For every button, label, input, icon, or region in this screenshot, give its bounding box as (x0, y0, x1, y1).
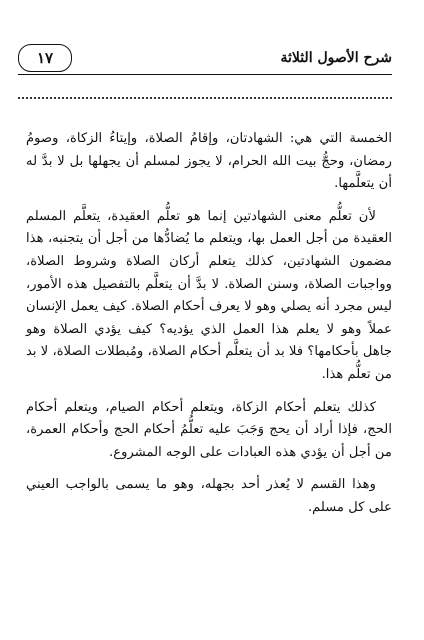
page-header (18, 44, 392, 74)
paragraph: لأن تعلُّم معنى الشهادتين إنما هو تعلُّم العقيدة، يتعلَّم المسلم العقيدة من أجل العمل بها، ويتعلم ما يُضادُّها من أجل أن يتجنبه، هذا مضمون الشهادتين، كذلك يتعلم أركان الصلاة وشروط الصلاة، وواجبات الصلاة، وسنن الصلاة. لا بدَّ أن يتعلَّم بالتفصيل هذه الأمور، ليس مجرد أنه يصلي وهو لا يعرف أحكام الصلاة. كيف يعمل الإنسان عملاً وهو لا يعلم هذا العمل الذي يؤديه؟ كيف يؤدي الصلاة وهو جاهل بأحكامها؟ فلا بد أن يتعلَّم أحكام الصلاة، ومُبطلات الصلاة، لا بد من تعلُّم هذا. (25, 208, 392, 382)
header-rule (18, 74, 392, 75)
dotted-separator (18, 97, 392, 99)
page-number-badge: ١٧ (18, 44, 72, 72)
paragraph: الخمسة التي هي: الشهادتان، وإقامُ الصلاة، وإيتاءُ الزكاة، وصومُ رمضان، وحجُّ بيت الله الحرام، لا يجوز لمسلم أن يجهلها بل لا بدَّ له أن يتعلَّمها. (26, 131, 392, 192)
paragraph: كذلك يتعلم أحكام الزكاة، ويتعلم أحكام الصيام، ويتعلم أحكام الحج، فإذا أراد أن يحج وَجَبَ عليه تعلُّمُ أحكام الحج وأحكام العمرة، من أجل أن يؤدي هذه العبادات على الوجه المشروع. (26, 399, 392, 460)
running-title: شرح الأصول الثلاثة (280, 50, 392, 66)
body-text (26, 128, 392, 520)
paragraph: وهذا القسم لا يُعذر أحد بجهله، وهو ما يسمى بالواجب العيني على كل مسلم. (26, 477, 392, 515)
